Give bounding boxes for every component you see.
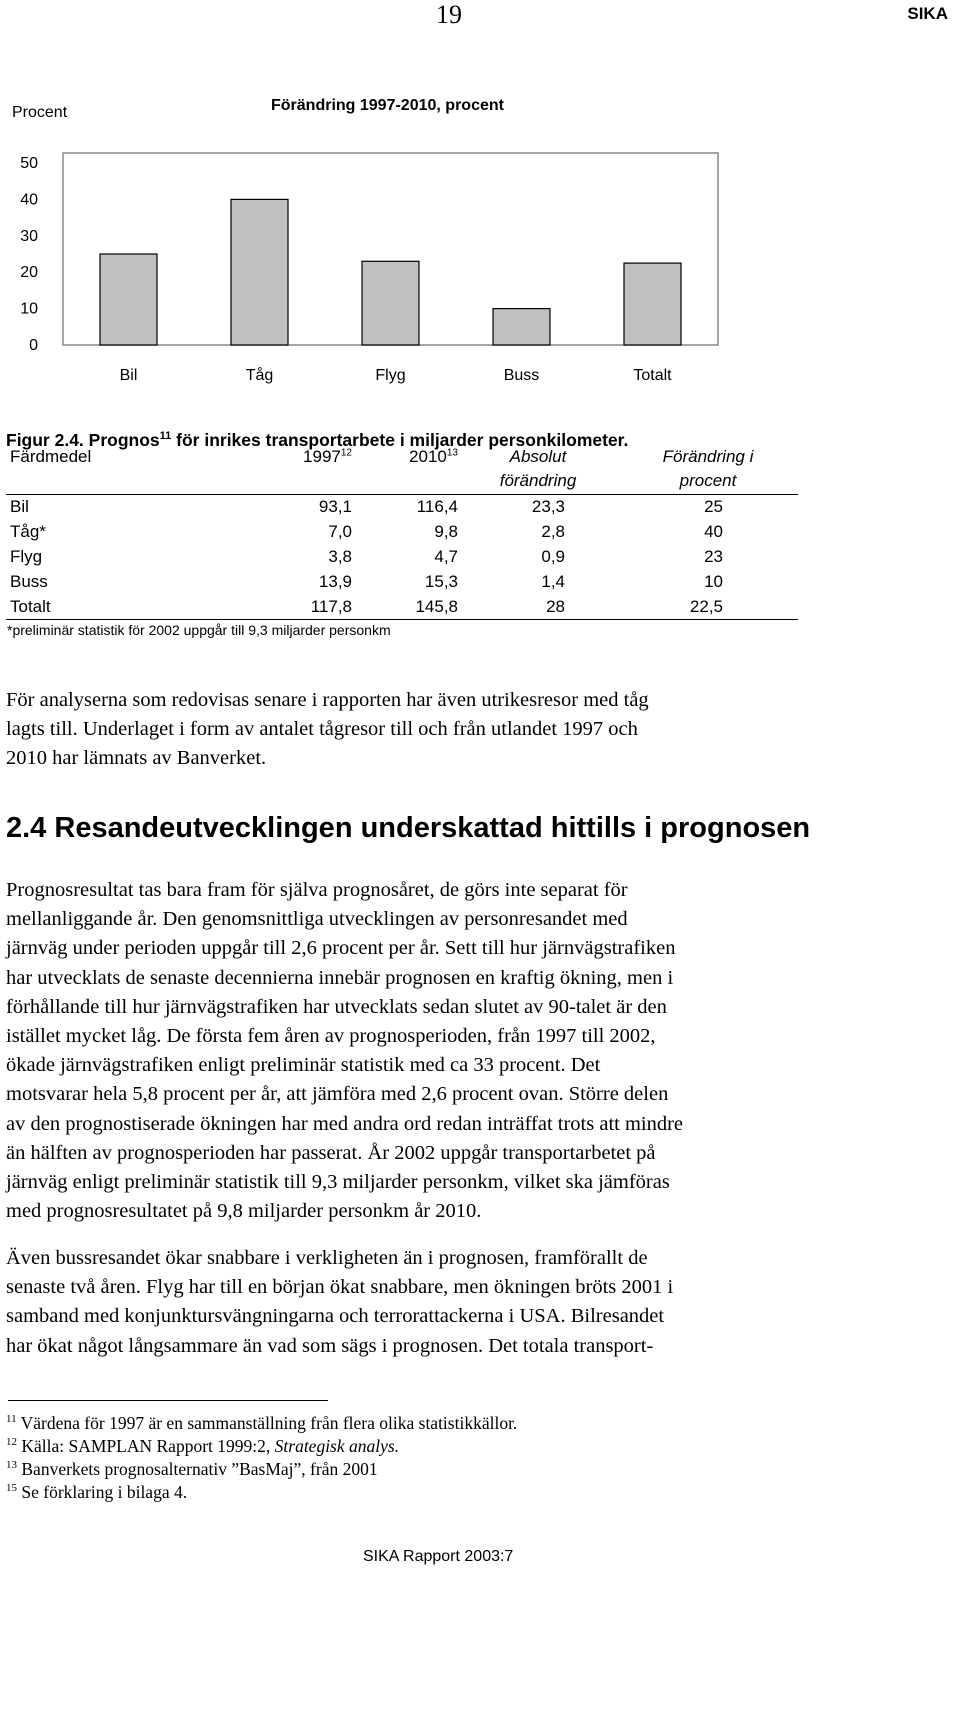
x-tick-label: Buss bbox=[503, 367, 540, 384]
footnote-text: Banverkets prognosalternativ ”BasMaj”, från 2001 bbox=[21, 1459, 378, 1479]
text-line: med prognosresultatet på 9,8 miljarder personkm år 2010. bbox=[6, 1200, 482, 1223]
text-line: 2010 har lämnats av Banverket. bbox=[6, 747, 267, 770]
table-cell-1997: 93,1 bbox=[318, 497, 352, 516]
brand-logo: SIKA bbox=[907, 4, 948, 23]
table-cell-1997: 7,0 bbox=[328, 522, 352, 541]
table-header-rule bbox=[6, 494, 798, 495]
text-line: mellanliggande år. Den genomsnittliga utvecklingen av personresandet med bbox=[6, 908, 628, 931]
section-heading: 2.4 Resandeutvecklingen underskattad hittills i prognosen bbox=[6, 812, 811, 844]
table-header-absolute-line2: förändring bbox=[499, 471, 577, 490]
table-cell-name: Bil bbox=[10, 497, 29, 516]
bar-bil bbox=[100, 254, 157, 345]
footnote bbox=[6, 1459, 378, 1480]
table-cell-percent: 10 bbox=[704, 572, 723, 591]
table-cell-percent: 22,5 bbox=[689, 597, 723, 616]
text-line: För analyserna som redovisas senare i rapporten har även utrikesresor med tåg bbox=[6, 689, 649, 711]
table-header-2010 bbox=[368, 447, 458, 467]
page-number: 19 bbox=[436, 0, 462, 29]
table-cell-absolute: 1,4 bbox=[541, 572, 565, 591]
header-2010-label: 2010 bbox=[409, 447, 447, 466]
footnote-number: 12 bbox=[6, 1436, 17, 1449]
text-line: Prognosresultat tas bara fram för själva prognosåret, de görs inte separat för bbox=[6, 879, 628, 901]
caption-footnote-ref: 11 bbox=[159, 430, 172, 443]
text-line: lagts till. Underlaget i form av antalet tågresor till och från utlandet 1997 och bbox=[6, 718, 638, 741]
table-cell-percent: 23 bbox=[704, 547, 723, 566]
table-header-name: Färdmedel bbox=[10, 447, 92, 466]
text-line: järnväg under perioden uppgår till 2,6 procent per år. Sett till hur järnvägstrafiken bbox=[6, 937, 676, 960]
text-line: förhållande till hur järnvägstrafiken har utvecklats sedan slutet av 90-talet är den bbox=[6, 995, 667, 1018]
x-tick-label: Bil bbox=[119, 367, 138, 384]
table-header-1997 bbox=[262, 447, 352, 467]
table-cell-name: Flyg bbox=[10, 547, 43, 566]
x-tick-label: Totalt bbox=[633, 367, 672, 384]
text-line: har utvecklats de senaste decennierna innebär prognosen en kraftig ökning, men i bbox=[6, 966, 674, 989]
text-line: senaste två åren. Flyg har till en början ökat snabbare, men ökningen bröts 2001 i bbox=[6, 1276, 674, 1299]
table-cell-1997: 117,8 bbox=[310, 597, 352, 616]
caption-suffix: för inrikes transportarbete i miljarder personkilometer. bbox=[171, 430, 629, 450]
text-line: istället mycket låg. De första fem åren av prognosperioden, från 1997 till 2002, bbox=[6, 1025, 656, 1048]
footnote-text: Se förklaring i bilaga 4. bbox=[21, 1482, 188, 1502]
table-header-absolute-line1: Absolut bbox=[509, 447, 567, 466]
text-line: ökade järnvägstrafiken enligt preliminär statistik med ca 33 procent. Det bbox=[6, 1054, 601, 1077]
caption-prefix: Figur 2.4. Prognos bbox=[6, 430, 160, 450]
bar-t-g bbox=[231, 199, 288, 345]
footnote bbox=[6, 1413, 517, 1434]
bar-chart bbox=[0, 140, 760, 390]
footer-text: SIKA Rapport 2003:7 bbox=[363, 1548, 514, 1565]
header-1997-footnote-ref: 12 bbox=[340, 447, 352, 459]
table-cell-percent: 40 bbox=[704, 522, 723, 541]
text-line: av den prognostiserade ökningen har med andra ord redan inträffat trots att mindre bbox=[6, 1112, 684, 1135]
text-line: motsvarar hela 5,8 procent per år, att jämföra med 2,6 procent ovan. Större delen bbox=[6, 1083, 669, 1106]
table-cell-2010: 4,7 bbox=[434, 547, 458, 566]
table-cell-absolute: 2,8 bbox=[541, 522, 565, 541]
table-cell-name: Buss bbox=[10, 572, 48, 591]
footnote-text: Värdena för 1997 är en sammanställning från flera olika statistikkällor. bbox=[20, 1413, 518, 1433]
bar-flyg bbox=[362, 261, 419, 345]
text-line: järnväg enligt preliminär statistik till 9,3 miljarder personkm, vilket ska jämföras bbox=[6, 1171, 670, 1194]
footnote bbox=[6, 1482, 187, 1503]
table-cell-absolute: 28 bbox=[546, 597, 565, 616]
y-tick-label: 30 bbox=[20, 227, 38, 245]
table-cell-2010: 15,3 bbox=[424, 572, 458, 591]
paragraph-2 bbox=[6, 876, 906, 1226]
bar-buss bbox=[493, 309, 550, 345]
header-2010-footnote-ref: 13 bbox=[446, 447, 458, 459]
y-tick-label: 50 bbox=[20, 155, 38, 172]
table-cell-1997: 3,8 bbox=[328, 547, 352, 566]
footnote-separator bbox=[8, 1400, 328, 1401]
x-tick-label: Tåg bbox=[245, 367, 274, 384]
x-tick-label: Flyg bbox=[375, 367, 406, 384]
y-tick-label: 0 bbox=[29, 337, 38, 354]
footnote-number: 13 bbox=[6, 1459, 17, 1472]
paragraph-1 bbox=[6, 686, 906, 774]
y-tick-label: 40 bbox=[20, 191, 38, 209]
text-line: än hälften av prognosperioden har passerat. År 2002 uppgår transportarbetet på bbox=[6, 1141, 656, 1164]
table-cell-name: Tåg* bbox=[10, 522, 46, 541]
y-tick-label: 20 bbox=[20, 264, 38, 282]
header-1997-label: 1997 bbox=[303, 447, 341, 466]
chart-y-axis-label: Procent bbox=[12, 104, 68, 121]
y-tick-label: 10 bbox=[20, 300, 38, 318]
chart-title: Förändring 1997-2010, procent bbox=[271, 97, 504, 114]
table-cell-2010: 9,8 bbox=[434, 522, 458, 541]
paragraph-3 bbox=[6, 1244, 906, 1361]
table-cell-name: Totalt bbox=[10, 597, 51, 616]
footnote-text: Källa: SAMPLAN Rapport 1999:2, bbox=[21, 1436, 275, 1456]
text-line: samband med konjunktursvängningarna och terrorattackerna i USA. Bilresandet bbox=[6, 1305, 665, 1328]
table-footnote: *preliminär statistik för 2002 uppgår till 9,3 miljarder personkm bbox=[7, 622, 391, 638]
table-cell-percent: 25 bbox=[704, 497, 723, 516]
footnote-number: 11 bbox=[6, 1413, 17, 1426]
footnote bbox=[6, 1436, 399, 1457]
table-header-percent-line2: procent bbox=[679, 471, 737, 490]
table-cell-2010: 116,4 bbox=[416, 497, 458, 516]
footnote-italic-text: Strategisk analys. bbox=[274, 1436, 400, 1456]
table-header-percent-line1: Förändring i bbox=[662, 447, 754, 466]
table-bottom-rule bbox=[6, 619, 798, 620]
footnote-number: 15 bbox=[6, 1482, 17, 1495]
table-cell-1997: 13,9 bbox=[318, 572, 352, 591]
text-line: Även bussresandet ökar snabbare i verkligheten än i prognosen, framförallt de bbox=[6, 1247, 648, 1269]
bar-totalt bbox=[624, 263, 681, 345]
table-cell-absolute: 23,3 bbox=[531, 497, 565, 516]
table-cell-absolute: 0,9 bbox=[541, 547, 565, 566]
text-line: har ökat något långsammare än vad som sägs i prognosen. Det totala transport- bbox=[6, 1334, 654, 1357]
table-cell-2010: 145,8 bbox=[415, 597, 458, 616]
